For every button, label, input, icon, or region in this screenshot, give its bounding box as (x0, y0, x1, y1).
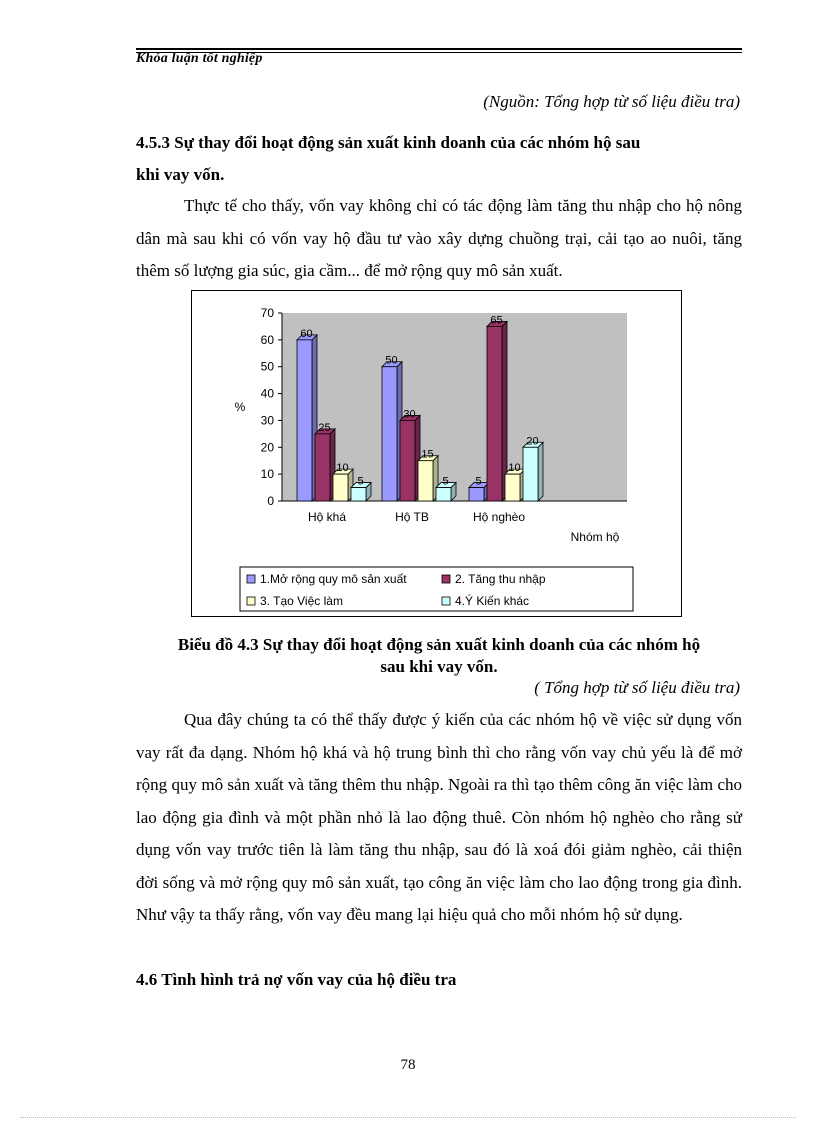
bar (523, 442, 543, 501)
legend-swatch (247, 597, 255, 605)
figure-caption (136, 634, 742, 678)
bar-front (487, 326, 502, 501)
bar-front (523, 447, 538, 501)
y-tick-label: 70 (260, 306, 274, 320)
y-tick-label: 10 (260, 467, 274, 482)
data-label: 60 (300, 327, 313, 340)
data-label: 20 (526, 435, 539, 448)
bar (400, 415, 420, 501)
bar (315, 429, 335, 501)
bar-front (400, 420, 415, 501)
x-tick-label: Hộ TB (395, 510, 429, 524)
bar-front (315, 434, 330, 501)
data-label: 10 (508, 462, 521, 475)
paragraph-1 (136, 190, 742, 288)
paragraph-2 (136, 704, 742, 932)
section-heading-4-5-3 (136, 127, 742, 191)
bar (297, 335, 317, 501)
x-tick-label: Hộ nghèo (472, 510, 526, 524)
legend-swatch (442, 575, 450, 583)
legend-label: 1.Mở rộng quy mô sản xuất (260, 572, 407, 586)
data-label: 50 (385, 354, 398, 367)
bar-front (333, 474, 348, 501)
bar (382, 362, 402, 501)
data-label: 5 (475, 475, 482, 488)
source-note-chart: ( Tổng hợp từ số liệu điều tra) (534, 678, 740, 697)
y-tick-label: 30 (260, 413, 274, 428)
data-label: 15 (421, 448, 434, 461)
legend (240, 567, 633, 611)
bar-side (538, 442, 543, 501)
bar (487, 321, 507, 501)
paragraph-2-text: Qua đây chúng ta có thể thấy được ý kiến của các nhóm hộ về việc sử dụng vốn vay rất đa dạng. Nhóm hộ khá và hộ trung bình thì cho rằng vốn vay chủ yếu là để mở rộng quy mô sản xuất và tăng thêm thu nhập. Ngoài ra thì tạo thêm công ăn việc làm cho lao động gia đình và một phần nhỏ là lao động thuê. Còn nhóm hộ nghèo cho rằng sử dụng vốn vay trước tiên là làm tăng thu nhập, sau đó là xoá đói giảm nghèo, cải thiện đời sống và mở rộng quy mô sản xuất, tạo công ăn việc làm cho lao động trong gia đình. Như vậy ta thấy rằng, vốn vay đều mang lại hiệu quả cho mỗi nhóm hộ sử dụng. (136, 710, 742, 924)
bar-chart (192, 291, 681, 616)
y-tick-label: 60 (260, 332, 274, 347)
section-heading-line2: khi vay vốn. (136, 165, 225, 184)
y-tick-label: 50 (260, 359, 274, 374)
header-title: Khóa luận tốt nghiệp (136, 51, 263, 66)
data-label: 30 (403, 408, 416, 421)
header-rule (136, 48, 742, 50)
legend-label: 4.Ý Kiến khác (455, 594, 530, 608)
page-header (136, 48, 742, 68)
bar-front (382, 367, 397, 501)
section-heading-line1: 4.5.3 Sự thay đổi hoạt động sản xuất kinh doanh của các nhóm hộ sau (136, 133, 641, 152)
legend-label: 2. Tăng thu nhập (455, 572, 546, 586)
section-heading-4-6: 4.6 Tình hình trả nợ vốn vay của hộ điều tra (136, 970, 457, 989)
chart-container (191, 290, 682, 617)
x-axis-label: Nhóm hộ (570, 530, 620, 544)
bottom-dotted-line (20, 1117, 796, 1118)
caption-line2: sau khi vay vốn. (380, 657, 498, 676)
bar-front (297, 340, 312, 501)
page-number: 78 (400, 1057, 416, 1073)
bar (418, 456, 438, 501)
bar-front (505, 474, 520, 501)
y-tick-label: 20 (260, 440, 274, 455)
data-label: 10 (336, 462, 349, 475)
data-label: 25 (318, 421, 331, 434)
y-axis-label: % (234, 400, 246, 414)
y-tick-label: 0 (267, 494, 274, 508)
data-label: 5 (357, 475, 364, 488)
paragraph-1-text: Thực tế cho thấy, vốn vay không chỉ có tác động làm tăng thu nhập cho hộ nông dân mà sau khi có vốn vay hộ đầu tư vào xây dựng chuồng trại, cải tạo ao nuôi, tăng thêm số lượng gia súc, gia cầm... để mở rộng quy mô sản xuất. (136, 196, 742, 280)
bar-front (469, 488, 484, 501)
x-tick-label: Hộ khá (307, 510, 347, 524)
bar-front (351, 488, 366, 501)
bar-front (436, 488, 451, 501)
y-tick-label: 40 (260, 386, 274, 401)
legend-swatch (247, 575, 255, 583)
data-label: 5 (442, 475, 449, 488)
legend-swatch (442, 597, 450, 605)
data-label: 65 (490, 314, 503, 327)
bar-front (418, 461, 433, 501)
caption-line1: Biểu đồ 4.3 Sự thay đổi hoạt động sản xuất kinh doanh của các nhóm hộ (177, 635, 701, 654)
legend-label: 3. Tạo Việc làm (260, 594, 343, 608)
source-note-top: (Nguồn: Tổng hợp từ số liệu điều tra) (483, 92, 740, 111)
